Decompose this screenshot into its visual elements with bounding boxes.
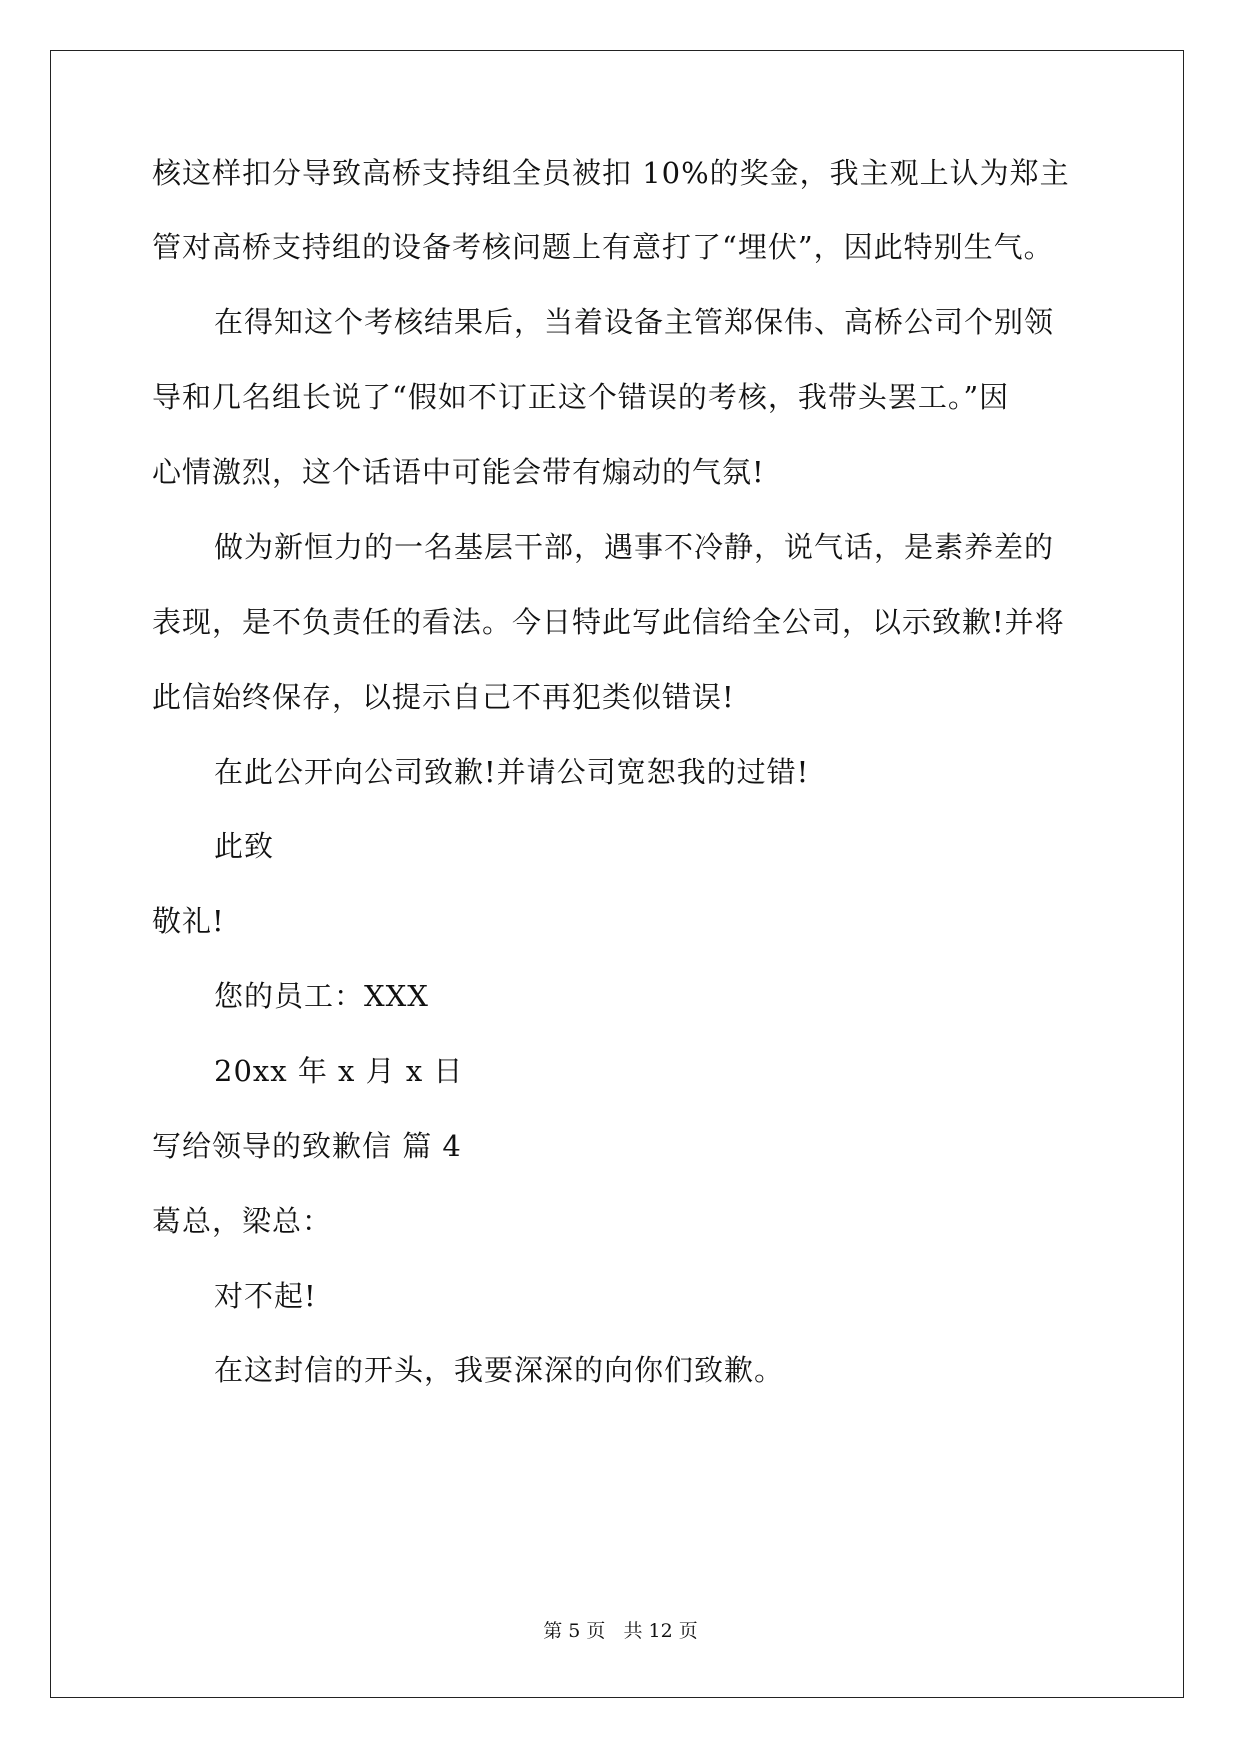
paragraph-start-line: 对不起! [214,1279,317,1313]
paragraph-start-line: 在此公开向公司致歉!并请公司宽恕我的过错! [214,755,810,789]
body-line: 心情激烈，这个话语中可能会带有煽动的气氛! [152,455,765,489]
greeting-line: 葛总，梁总： [152,1204,333,1238]
date-line: 20xx 年 x 月 x 日 [214,1054,464,1088]
body-line: 导和几名组长说了“假如不订正这个错误的考核，我带头罢工。”因 [152,380,1010,414]
paragraph-start-line: 在得知这个考核结果后，当着设备主管郑保伟、高桥公司个别领 [214,305,1055,339]
page-number: 第 5 页 [543,1620,606,1642]
total-pages: 共 12 页 [623,1620,698,1642]
body-line: 核这样扣分导致高桥支持组全员被扣 10%的奖金，我主观上认为郑主 [152,156,1070,190]
body-line: 此信始终保存，以提示自己不再犯类似错误! [152,680,735,714]
body-line: 表现，是不负责任的看法。今日特此写此信给全公司，以示致歉!并将 [152,605,1065,639]
section-heading: 写给领导的致歉信 篇 4 [152,1129,462,1163]
page-border [50,50,1184,1698]
paragraph-start-line: 在这封信的开头，我要深深的向你们致歉。 [214,1353,785,1387]
signature-line: 您的员工：XXX [214,979,429,1013]
closing-line: 此致 [214,829,275,863]
salutation-line: 敬礼! [152,904,225,938]
body-line: 管对高桥支持组的设备考核问题上有意打了“埋伏”，因此特别生气。 [152,230,1054,264]
paragraph-start-line: 做为新恒力的一名基层干部，遇事不冷静，说气话，是素养差的 [214,530,1055,564]
page-footer [0,1616,1241,1643]
